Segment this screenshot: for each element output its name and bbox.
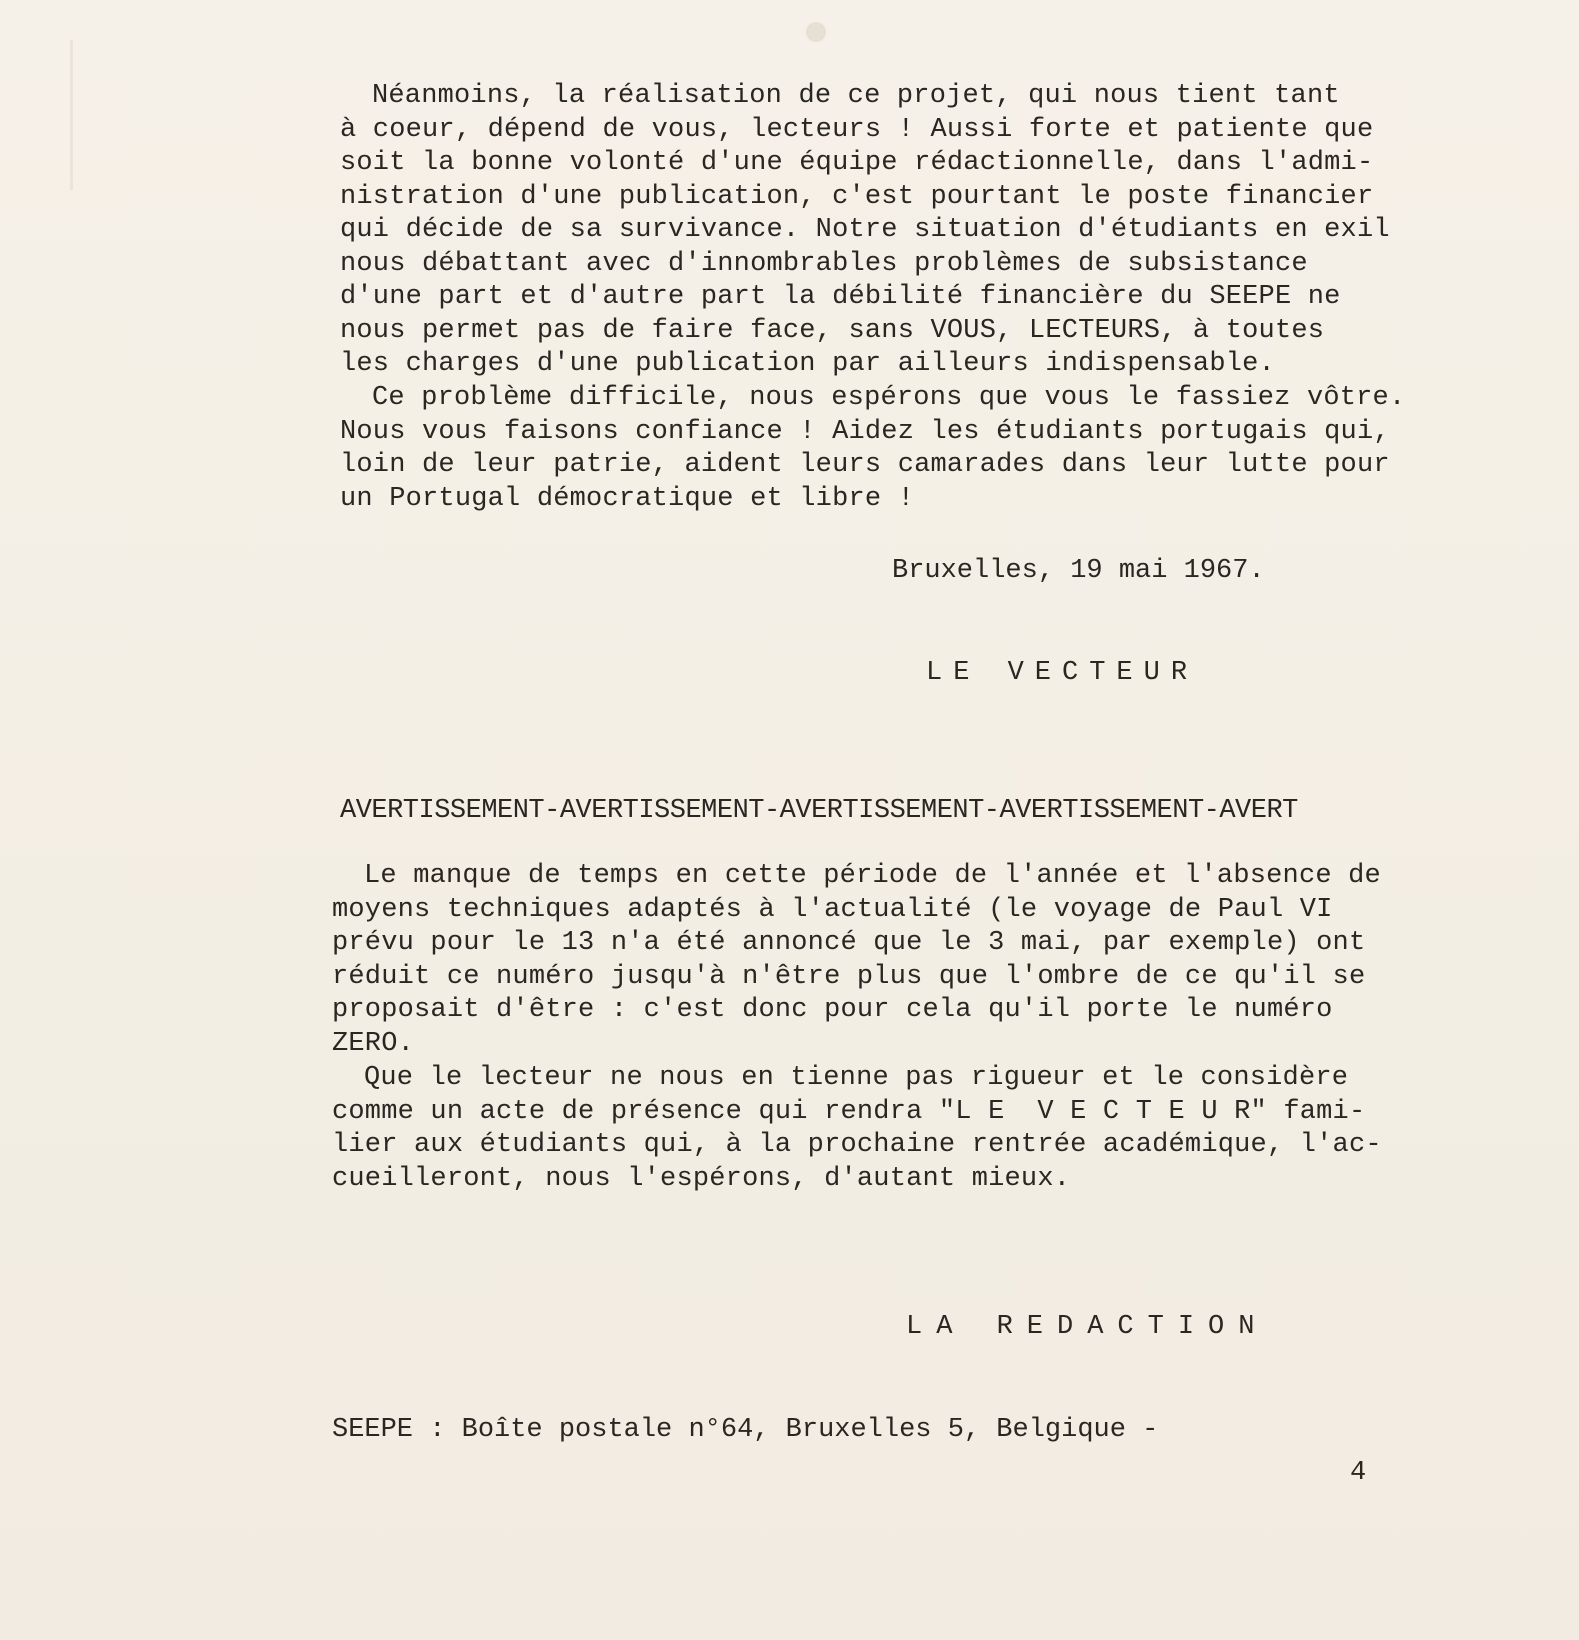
paragraph-appeal xyxy=(340,382,1440,516)
text-line: Que le lecteur ne nous en tienne pas rigueur et le considère xyxy=(364,1063,1349,1093)
text-line: loin de leur patrie, aident leurs camarades dans leur lutte pour xyxy=(340,450,1390,480)
text-line: prévu pour le 13 n'a été annoncé que le 3 mai, par exemple) ont xyxy=(332,928,1366,958)
text-line: d'une part et d'autre part la débilité financière du SEEPE ne xyxy=(340,282,1341,312)
text-line: nistration d'une publication, c'est pourtant le poste financier xyxy=(340,181,1374,212)
text-line: nous permet pas de faire face, sans VOUS, LECTEURS, à toutes xyxy=(340,315,1325,346)
signature-le-vecteur: LE VECTEUR xyxy=(926,658,1199,688)
text-line: proposait d'être : c'est donc pour cela qu'il porte le numéro xyxy=(332,995,1333,1025)
text-line: réduit ce numéro jusqu'à n'être plus que l'ombre de ce qu'il se xyxy=(332,961,1366,992)
paragraph-project-funding xyxy=(340,80,1440,382)
text-line: Le manque de temps en cette période de l'année et l'absence de xyxy=(364,861,1381,891)
paragraph-apology xyxy=(332,860,1442,1061)
signature-la-redaction: LA REDACTION xyxy=(906,1312,1269,1342)
text-line: cueilleront, nous l'espérons, d'autant mieux. xyxy=(332,1163,1071,1194)
paper-mark xyxy=(806,22,826,42)
text-line: Ce problème difficile, nous espérons que vous le fassiez vôtre. xyxy=(372,383,1406,413)
text-line: nous débattant avec d'innombrables problèmes de subsistance xyxy=(340,248,1308,279)
text-line: lier aux étudiants qui, à la prochaine rentrée académique, l'ac- xyxy=(332,1130,1382,1160)
text-line: comme un acte de présence qui rendra "L E V E C T E U R" fami- xyxy=(332,1096,1366,1127)
text-line: à coeur, dépend de vous, lecteurs ! Aussi forte et patiente que xyxy=(340,114,1374,145)
text-line: qui décide de sa survivance. Notre situation d'étudiants en exil xyxy=(340,215,1390,245)
text-line: Nous vous faisons confiance ! Aidez les étudiants portugais qui, xyxy=(340,416,1390,447)
text-line: moyens techniques adaptés à l'actualité (le voyage de Paul VI xyxy=(332,894,1333,925)
date-line: Bruxelles, 19 mai 1967. xyxy=(892,556,1265,586)
text-line: Néanmoins, la réalisation de ce projet, qui nous tient tant xyxy=(372,81,1340,111)
text-line: ZERO. xyxy=(332,1028,415,1059)
warning-banner: AVERTISSEMENT-AVERTISSEMENT-AVERTISSEMENT-AVERTISSEMENT-AVERT xyxy=(340,796,1298,826)
text-line: un Portugal démocratique et libre ! xyxy=(340,483,915,514)
text-line: les charges d'une publication par ailleurs indispensable. xyxy=(340,349,1275,379)
page-number: 4 xyxy=(1350,1458,1367,1488)
footer-address: SEEPE : Boîte postale n°64, Bruxelles 5, Belgique - xyxy=(332,1415,1159,1445)
paragraph-closing xyxy=(332,1062,1442,1196)
paper-fold-shadow xyxy=(70,40,73,190)
text-line: soit la bonne volonté d'une équipe rédactionnelle, dans l'admi- xyxy=(340,148,1374,178)
